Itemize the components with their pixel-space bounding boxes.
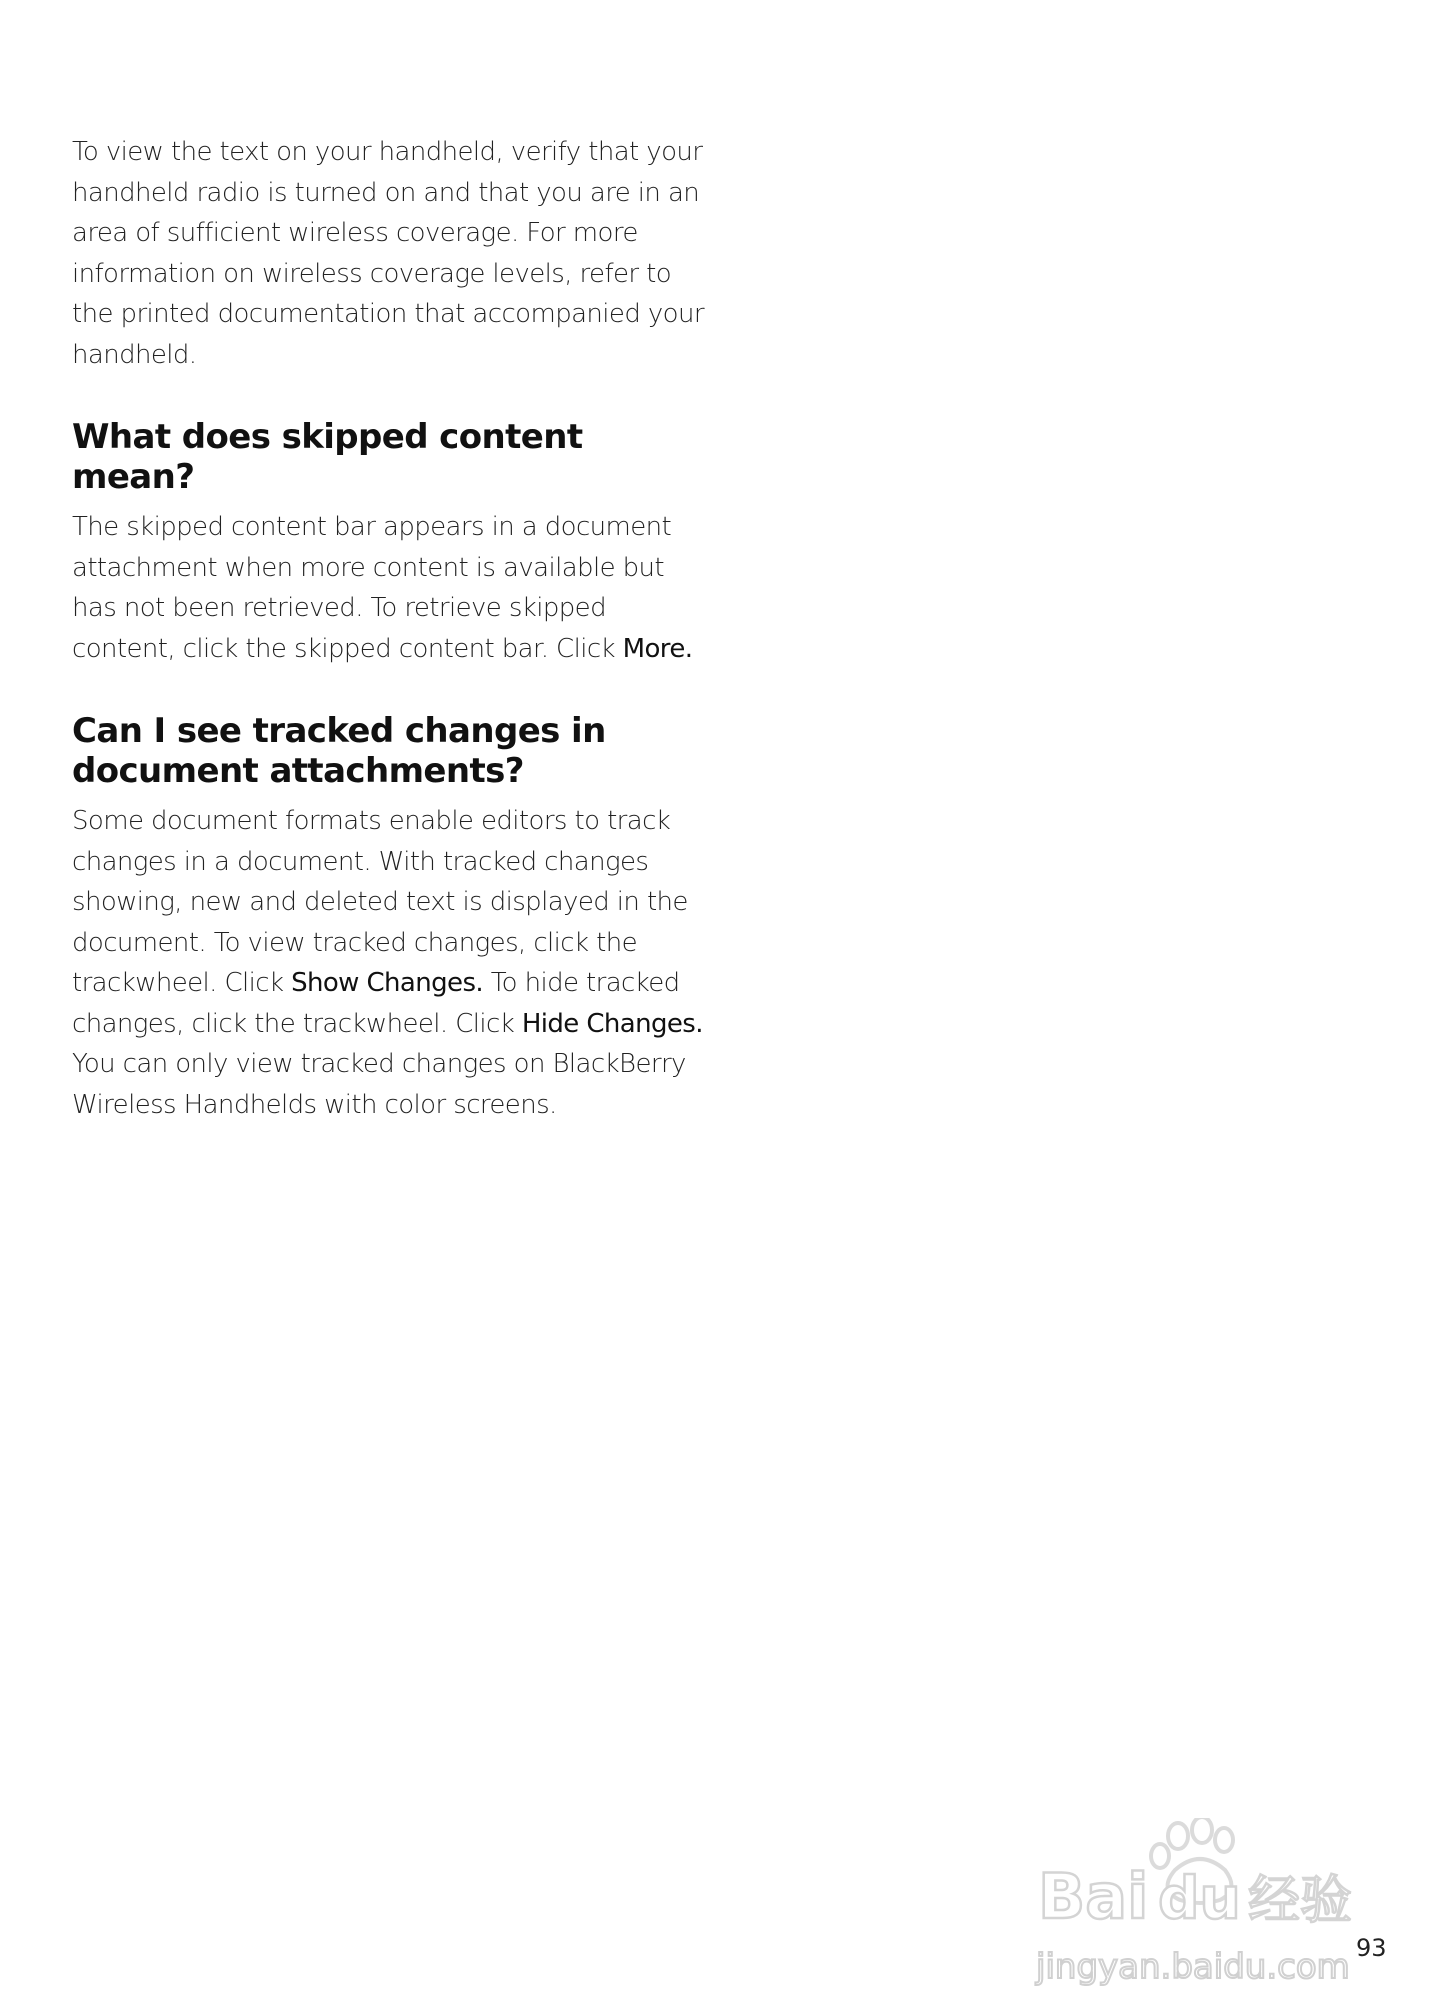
tracked-changes-heading: Can I see tracked changes in document attachments? xyxy=(72,711,606,791)
intro-paragraph: To view the text on your handheld, verify that your handheld radio is turned on and that you are in an area of sufficient wireless coverage. For more information on wireless coverage levels, refer to the printed documentation that accompanied your handheld. xyxy=(72,137,704,370)
page-number: 93 xyxy=(1356,1934,1387,1962)
svg-text:经验: 经验 xyxy=(1248,1871,1353,1931)
svg-text:Bai: Bai xyxy=(1038,1860,1149,1933)
skipped-content-text: The skipped content bar appears in a document attachment when more content is available but has not been retrieved. To retrieve skipped content, click the skipped content bar. Click xyxy=(72,512,672,664)
baidu-jingyan-watermark xyxy=(1030,1818,1390,1998)
svg-text:du: du xyxy=(1158,1864,1241,1932)
show-changes-term: Show Changes. xyxy=(291,968,484,998)
tracked-changes-paragraph xyxy=(72,801,712,1125)
skipped-content-heading: What does skipped content mean? xyxy=(72,417,583,497)
tracked-changes-text-c: You can only view tracked changes on BlackBerry Wireless Handhelds with color screens. xyxy=(72,1049,686,1120)
text-column xyxy=(72,132,712,1125)
tracked-changes-text-a: Some document formats enable editors to track changes in a document. With tracked changes showing, new and deleted text is displayed in the document. To view tracked changes, click the trackwheel. Click xyxy=(72,806,688,998)
tracked-changes-text-b: To hide tracked changes, click the trackwheel. Click xyxy=(72,968,680,1039)
skipped-content-paragraph xyxy=(72,507,712,669)
hide-changes-term: Hide Changes. xyxy=(521,1008,703,1039)
svg-text:jingyan.baidu.com: jingyan.baidu.com xyxy=(1036,1947,1350,1987)
more-menu-term: More. xyxy=(622,633,693,664)
